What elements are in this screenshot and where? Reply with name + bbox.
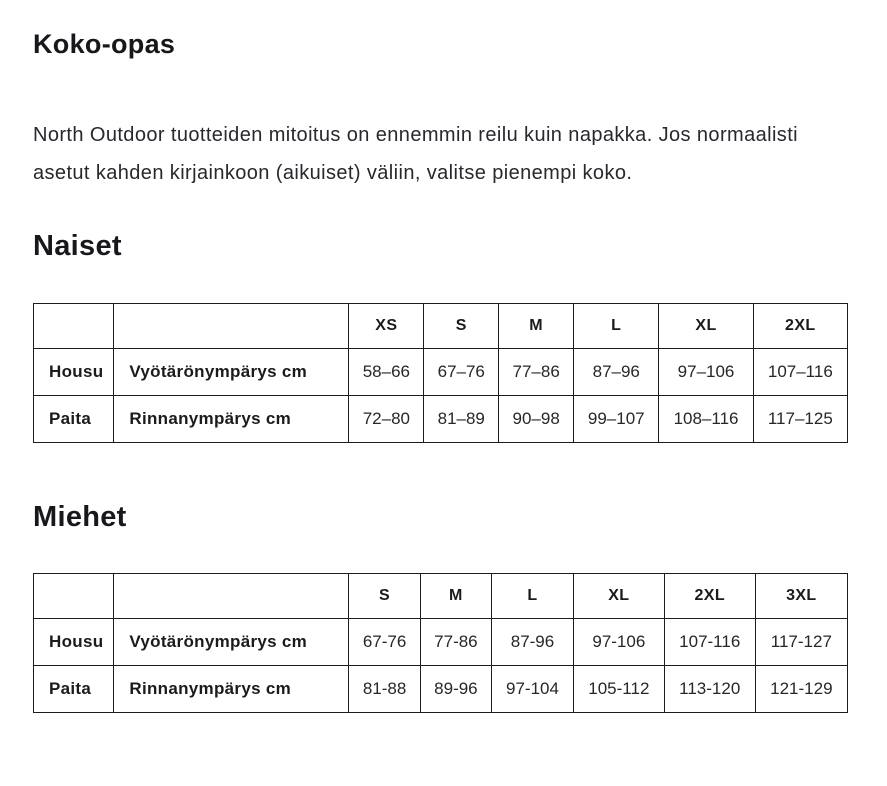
measurement-label: Rinnanympärys cm bbox=[114, 666, 349, 713]
section-heading-men: Miehet bbox=[33, 500, 127, 533]
size-range-value: 97–106 bbox=[659, 348, 753, 395]
size-range-value: 77–86 bbox=[499, 348, 574, 395]
size-range-value: 99–107 bbox=[574, 395, 659, 442]
size-range-value: 117–125 bbox=[753, 395, 847, 442]
size-column-header: 2XL bbox=[753, 303, 847, 348]
size-range-value: 87–96 bbox=[574, 348, 659, 395]
table-row-trousers bbox=[34, 619, 848, 666]
empty-header-cell bbox=[34, 303, 114, 348]
size-column-header: M bbox=[499, 303, 574, 348]
size-range-value: 58–66 bbox=[349, 348, 424, 395]
size-range-value: 67–76 bbox=[424, 348, 499, 395]
product-label: Paita bbox=[34, 666, 114, 713]
size-column-header: XS bbox=[349, 303, 424, 348]
size-column-header: XL bbox=[659, 303, 753, 348]
size-range-value: 107–116 bbox=[753, 348, 847, 395]
size-column-header: S bbox=[349, 574, 420, 619]
size-range-value: 107-116 bbox=[664, 619, 755, 666]
size-column-header: S bbox=[424, 303, 499, 348]
product-label: Housu bbox=[34, 619, 114, 666]
measurement-label: Rinnanympärys cm bbox=[114, 395, 349, 442]
intro-text: North Outdoor tuotteiden mitoitus on ennemmin reilu kuin napakka. Jos normaalisti asetut kahden kirjainkoon (aikuiset) väliin, valitse pienempi koko. bbox=[33, 124, 798, 185]
empty-header-cell bbox=[114, 574, 349, 619]
table-row-shirt bbox=[34, 666, 848, 713]
empty-header-cell bbox=[34, 574, 114, 619]
size-column-header: L bbox=[574, 303, 659, 348]
size-range-value: 81-88 bbox=[349, 666, 420, 713]
size-range-value: 81–89 bbox=[424, 395, 499, 442]
size-column-header: 2XL bbox=[664, 574, 755, 619]
size-column-header: M bbox=[420, 574, 491, 619]
size-range-value: 121-129 bbox=[755, 666, 847, 713]
men-size-table bbox=[33, 573, 848, 713]
page-title: Koko-opas bbox=[33, 29, 176, 59]
size-range-value: 72–80 bbox=[349, 395, 424, 442]
size-range-value: 90–98 bbox=[499, 395, 574, 442]
size-range-value: 77-86 bbox=[420, 619, 491, 666]
size-range-value: 87-96 bbox=[492, 619, 574, 666]
size-range-value: 108–116 bbox=[659, 395, 753, 442]
size-column-header: L bbox=[492, 574, 574, 619]
women-size-header-row bbox=[34, 303, 848, 348]
section-heading-women: Naiset bbox=[33, 230, 122, 263]
size-range-value: 67-76 bbox=[349, 619, 420, 666]
size-range-value: 113-120 bbox=[664, 666, 755, 713]
size-range-value: 97-104 bbox=[492, 666, 574, 713]
table-row-trousers bbox=[34, 348, 848, 395]
table-row-shirt bbox=[34, 395, 848, 442]
size-range-value: 89-96 bbox=[420, 666, 491, 713]
women-size-table bbox=[33, 303, 848, 443]
men-size-header-row bbox=[34, 574, 848, 619]
size-column-header: XL bbox=[573, 574, 664, 619]
size-range-value: 97-106 bbox=[573, 619, 664, 666]
size-column-header: 3XL bbox=[755, 574, 847, 619]
measurement-label: Vyötärönympärys cm bbox=[114, 619, 349, 666]
size-range-value: 117-127 bbox=[755, 619, 847, 666]
size-range-value: 105-112 bbox=[573, 666, 664, 713]
measurement-label: Vyötärönympärys cm bbox=[114, 348, 349, 395]
product-label: Housu bbox=[34, 348, 114, 395]
empty-header-cell bbox=[114, 303, 349, 348]
product-label: Paita bbox=[34, 395, 114, 442]
